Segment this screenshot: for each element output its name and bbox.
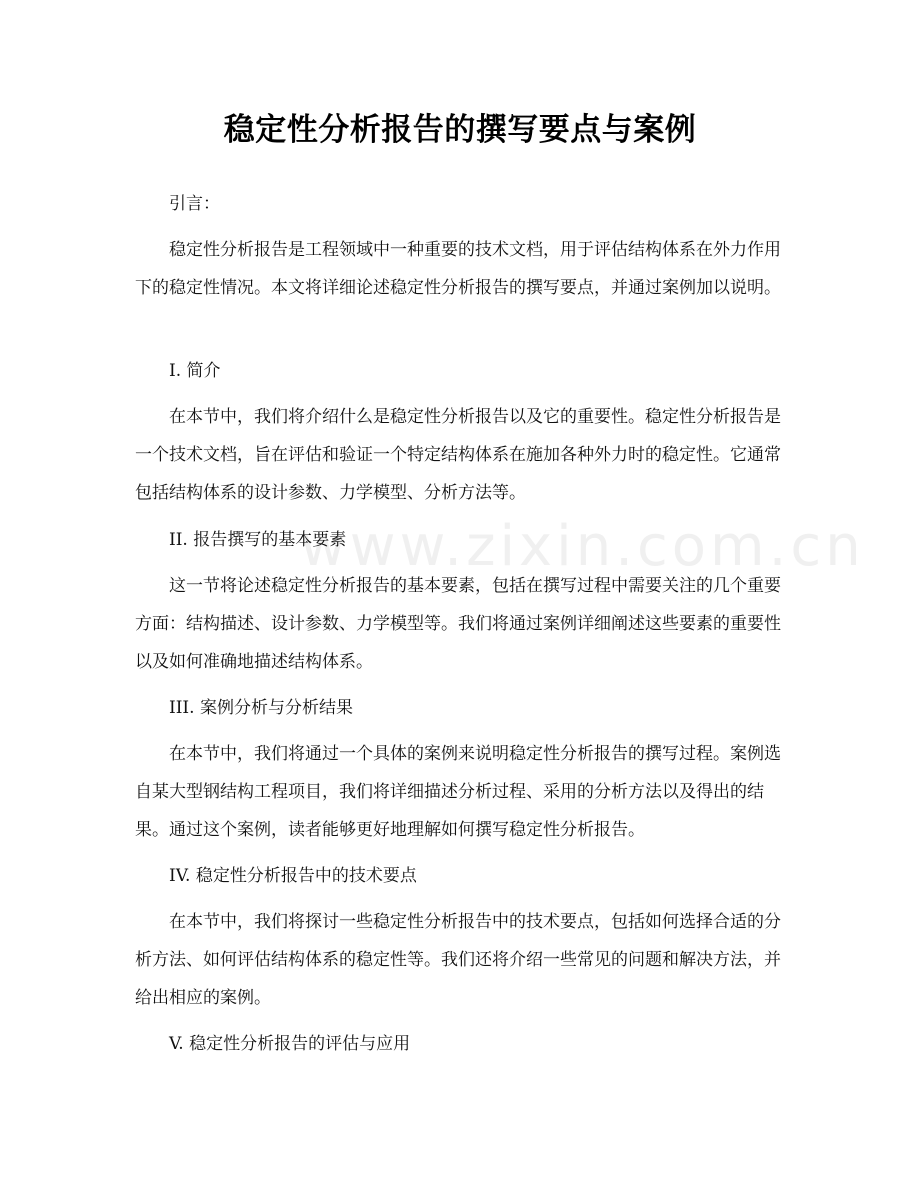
section-body-4: 在本节中，我们将探讨一些稳定性分析报告中的技术要点，包括如何选择合适的分析方法、如何评估结构体系的稳定性等。我们还将介绍一些常见的问题和解决方法，并给出相应的案例。 <box>135 912 781 1008</box>
intro-paragraph: 稳定性分析报告是工程领域中一种重要的技术文档，用于评估结构体系在外力作用下的稳定性情况。本文将详细论述稳定性分析报告的撰写要点，并通过案例加以说明。 <box>135 240 781 298</box>
section-heading-3: III. 案例分析与分析结果 <box>169 698 353 718</box>
section-heading-4: IV. 稳定性分析报告中的技术要点 <box>169 866 417 886</box>
watermark: www.zixin.com.cn <box>300 514 865 579</box>
section-body-1: 在本节中，我们将介绍什么是稳定性分析报告以及它的重要性。稳定性分析报告是一个技术文档，旨在评估和验证一个特定结构体系在施加各种外力时的稳定性。它通常包括结构体系的设计参数、力学模型、分析方法等。 <box>135 407 781 503</box>
page-title: 稳定性分析报告的撰写要点与案例 <box>223 112 697 148</box>
section-heading-1: I. 简介 <box>169 361 221 381</box>
section-body-2: 这一节将论述稳定性分析报告的基本要素，包括在撰写过程中需要关注的几个重要方面：结构描述、设计参数、力学模型等。我们将通过案例详细阐述这些要素的重要性以及如何准确地描述结构体系。 <box>135 576 781 672</box>
section-body-3: 在本节中，我们将通过一个具体的案例来说明稳定性分析报告的撰写过程。案例选自某大型钢结构工程项目，我们将详细描述分析过程、采用的分析方法以及得出的结果。通过这个案例，读者能够更好地理解如何撰写稳定性分析报告。 <box>135 744 781 840</box>
section-heading-5: V. 稳定性分析报告的评估与应用 <box>169 1034 411 1054</box>
section-heading-2: II. 报告撰写的基本要素 <box>169 530 347 550</box>
intro-label: 引言： <box>169 194 220 214</box>
